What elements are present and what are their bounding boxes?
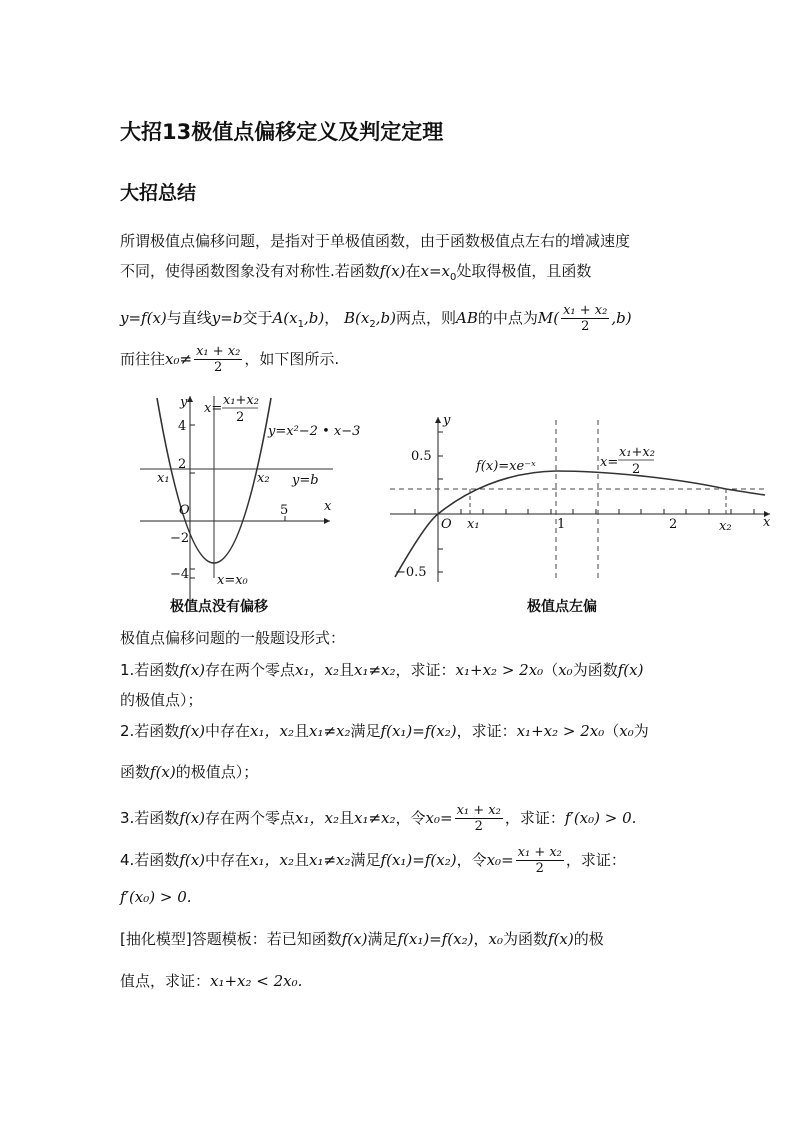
math-x0-ne: x₀≠	[165, 350, 193, 368]
item-1-line-2: 的极值点）；	[120, 691, 203, 709]
midpoint-fraction	[561, 303, 609, 334]
math-derivative: f′(x₀) > 0.	[564, 809, 637, 827]
fraction-numerator: x₁ + x₂	[563, 303, 608, 318]
item-text: 且	[294, 722, 310, 740]
y-axis-label: y	[180, 395, 188, 410]
item-2-line-1	[120, 721, 649, 741]
math-m-open: M(	[537, 309, 560, 327]
item-text: 中存在	[205, 722, 251, 740]
x-axis-arrow	[324, 518, 330, 524]
intro-text: 与直线	[166, 309, 212, 327]
point-x2-label: x₂	[257, 471, 270, 486]
item-text: 为	[633, 722, 649, 740]
math-x1-ne-x2: x₁≠x₂	[354, 661, 396, 679]
math-fx: f(x)	[179, 851, 206, 869]
model-text: [抽化模型]答题模板：若已知函数	[120, 930, 342, 948]
item-3	[120, 803, 636, 834]
x-axis-label: x	[763, 515, 771, 530]
fraction-numerator: x₁ + x₂	[517, 845, 562, 860]
origin-label: O	[179, 503, 190, 518]
math-fx: f(x)	[379, 262, 406, 280]
math-point-b: B(x	[344, 309, 370, 327]
math-fx: f(x)	[179, 661, 206, 679]
origin-label: O	[441, 517, 452, 532]
math-fx1-eq-fx2: f(x₁)=f(x₂)	[380, 722, 457, 740]
item-text: 且	[339, 661, 355, 679]
x-axis-label: x	[324, 499, 332, 514]
vline-label: x=	[204, 401, 223, 416]
item-text: ，求证：	[395, 661, 456, 679]
math-x0-eq: x₀=	[425, 809, 453, 827]
vline-denominator: 2	[236, 410, 245, 425]
math-inequality: x₁+x₂ > 2x₀	[516, 722, 605, 740]
figure-parabola	[130, 390, 361, 615]
item-text: 中存在	[205, 851, 251, 869]
math-fx: f(x)	[179, 722, 206, 740]
math-point-a: A(x	[272, 309, 298, 327]
item-text: 存在两个零点	[205, 809, 296, 827]
math-fx: f(x)	[341, 930, 368, 948]
item-text: （	[604, 722, 620, 740]
intro-text: 不同，使得函数图象没有对称性.若函数	[120, 262, 380, 280]
item-text: 的极值点）；	[175, 763, 259, 781]
fraction-numerator: x₁ + x₂	[456, 803, 501, 818]
tick-label: 4	[178, 419, 187, 434]
curve-label: y=x²−2 • x−3	[268, 424, 361, 439]
item-text: （	[543, 661, 559, 679]
y-axis-arrow	[187, 396, 193, 402]
item-text: 存在两个零点	[205, 661, 296, 679]
math-point-a-tail: ,b)	[303, 309, 325, 327]
item-text: 满足	[350, 851, 381, 869]
model-text: 满足	[367, 930, 398, 948]
math-x0: x₀	[488, 930, 503, 948]
item-text: ，求证：	[565, 851, 626, 869]
intro-comma: ，	[324, 309, 340, 327]
point-x1-label: x₁	[157, 471, 170, 486]
math-inequality: x₁+x₂ > 2x₀	[455, 661, 544, 679]
math-x0-eq: x₀=	[486, 851, 514, 869]
point-x2-label: x₂	[719, 519, 732, 534]
intro-text: 的中点为	[477, 309, 538, 327]
math-fx1-eq-fx2: f(x₁)=f(x₂)	[397, 930, 474, 948]
intro-line-1: 所谓极值点偏移问题，是指对于单极值函数，由于函数极值点左右的增减速度	[120, 232, 631, 250]
tick-label: −0.5	[395, 565, 427, 580]
item-text: 2.若函数	[120, 722, 180, 740]
math-x1-x2: x₁，x₂	[250, 851, 294, 869]
tick-label: 2	[669, 517, 678, 532]
x-ticks	[415, 432, 754, 572]
intro-line-2: 不同，使得函数图象没有对称性.若函数f(x)在$x=x_0$处取得极值，且函数	[120, 262, 592, 283]
intro-text: 交于	[242, 309, 273, 327]
math-x0: x₀	[619, 722, 634, 740]
vertex-label: x=x₀	[217, 573, 248, 588]
math-y-b: y=b	[211, 309, 243, 327]
vline-numerator: x₁+x₂	[619, 445, 655, 460]
math-inequality: x₁+x₂ < 2x₀.	[210, 972, 303, 990]
vline-numerator: x₁+x₂	[223, 393, 259, 408]
fraction-denominator: 2	[474, 819, 483, 834]
math-x1-x2: x₁，x₂	[295, 809, 339, 827]
vline-denominator: 2	[632, 462, 641, 477]
page-title: 大招13极值点偏移定义及判定定理	[120, 120, 444, 144]
item-2-line-2	[120, 762, 258, 782]
vline-label: x=	[600, 455, 619, 470]
intro-text: 处取得极值，且函数	[456, 262, 592, 280]
item-1-line-1	[120, 660, 643, 680]
item-4-line-2: f′(x₀) > 0.	[120, 888, 192, 906]
item-text: 1.若函数	[120, 661, 180, 679]
item-text: 为函数	[572, 661, 618, 679]
midpoint-fraction	[516, 845, 564, 876]
item-text: 且	[339, 809, 355, 827]
math-fx: f(x)	[548, 930, 574, 948]
model-text: ，	[473, 930, 489, 948]
item-text: ，求证：	[504, 809, 565, 827]
tick-label: 2	[178, 457, 187, 472]
tick-label: 0.5	[411, 449, 432, 464]
tick-label: 5	[280, 503, 289, 518]
fraction-denominator: 2	[214, 360, 223, 375]
model-text: 的极	[573, 930, 604, 948]
forms-title: 极值点偏移问题的一般题设形式：	[120, 629, 346, 647]
math-fx: f(x)	[179, 809, 206, 827]
tick-label: 1	[557, 517, 566, 532]
figure-xe-x	[385, 412, 780, 617]
figure-caption: 极值点左偏	[527, 599, 597, 615]
math-fx1-eq-fx2: f(x₁)=f(x₂)	[380, 851, 457, 869]
midpoint-fraction	[194, 344, 242, 375]
item-text: 满足	[350, 722, 381, 740]
fraction-numerator: x₁ + x₂	[196, 344, 241, 359]
math-y-fx: y=f(x)	[120, 309, 167, 327]
model-text: 为函数	[502, 930, 548, 948]
math-x1-ne-x2: x₁≠x₂	[309, 851, 351, 869]
math-x1-ne-x2: x₁≠x₂	[354, 809, 396, 827]
math-x1-x2: x₁，x₂	[250, 722, 294, 740]
tick-label: −2	[170, 531, 190, 546]
model-line-2	[120, 971, 302, 991]
intro-text: 两点，则	[395, 309, 456, 327]
intro-text: ，如下图所示.	[244, 350, 340, 368]
item-text: 3.若函数	[120, 809, 180, 827]
item-text: ，求证：	[456, 722, 517, 740]
model-text: 值点，求证：	[120, 972, 211, 990]
item-text: ，令	[456, 851, 487, 869]
tick-label: −4	[170, 567, 190, 582]
math-x1-x2: x₁，x₂	[295, 661, 339, 679]
math-point-b-tail: ,b)	[375, 309, 396, 327]
item-4-line-1	[120, 845, 626, 876]
item-text: 函数	[120, 763, 151, 781]
math-fx: f(x)	[617, 661, 644, 679]
fraction-denominator: 2	[535, 861, 544, 876]
hline-label: y=b	[292, 473, 319, 488]
intro-text: 而往往	[120, 350, 166, 368]
math-ab: AB	[455, 309, 478, 327]
intro-line-4	[120, 344, 339, 375]
midpoint-fraction	[455, 803, 503, 834]
fraction-denominator: 2	[581, 319, 590, 334]
item-text: 且	[294, 851, 310, 869]
math-m-close: ,b)	[611, 309, 632, 327]
function-label: f(x)=xe⁻ˣ	[476, 459, 536, 474]
figure-caption: 极值点没有偏移	[170, 599, 268, 615]
y-axis-label: y	[443, 413, 451, 428]
item-text: ，令	[395, 809, 426, 827]
intro-line-3: y=f(x)与直线y=b交于$A(x_1,b)$， $B(x_2,b)$两点，则AB的中点为M( $\frac{\text{x₁ + x₂}}{2}$ ,b)	[120, 303, 632, 334]
point-x1-label: x₁	[467, 517, 480, 532]
math-x-eq-x0: x=x	[420, 262, 451, 280]
math-x0: x₀	[558, 661, 573, 679]
y-axis-arrow	[435, 417, 441, 423]
intro-text: 在	[405, 262, 421, 280]
model-line-1	[120, 929, 604, 949]
math-fx: f(x)	[150, 763, 176, 781]
section-heading: 大招总结	[120, 182, 197, 204]
item-text: 4.若函数	[120, 851, 180, 869]
math-x1-ne-x2: x₁≠x₂	[309, 722, 351, 740]
